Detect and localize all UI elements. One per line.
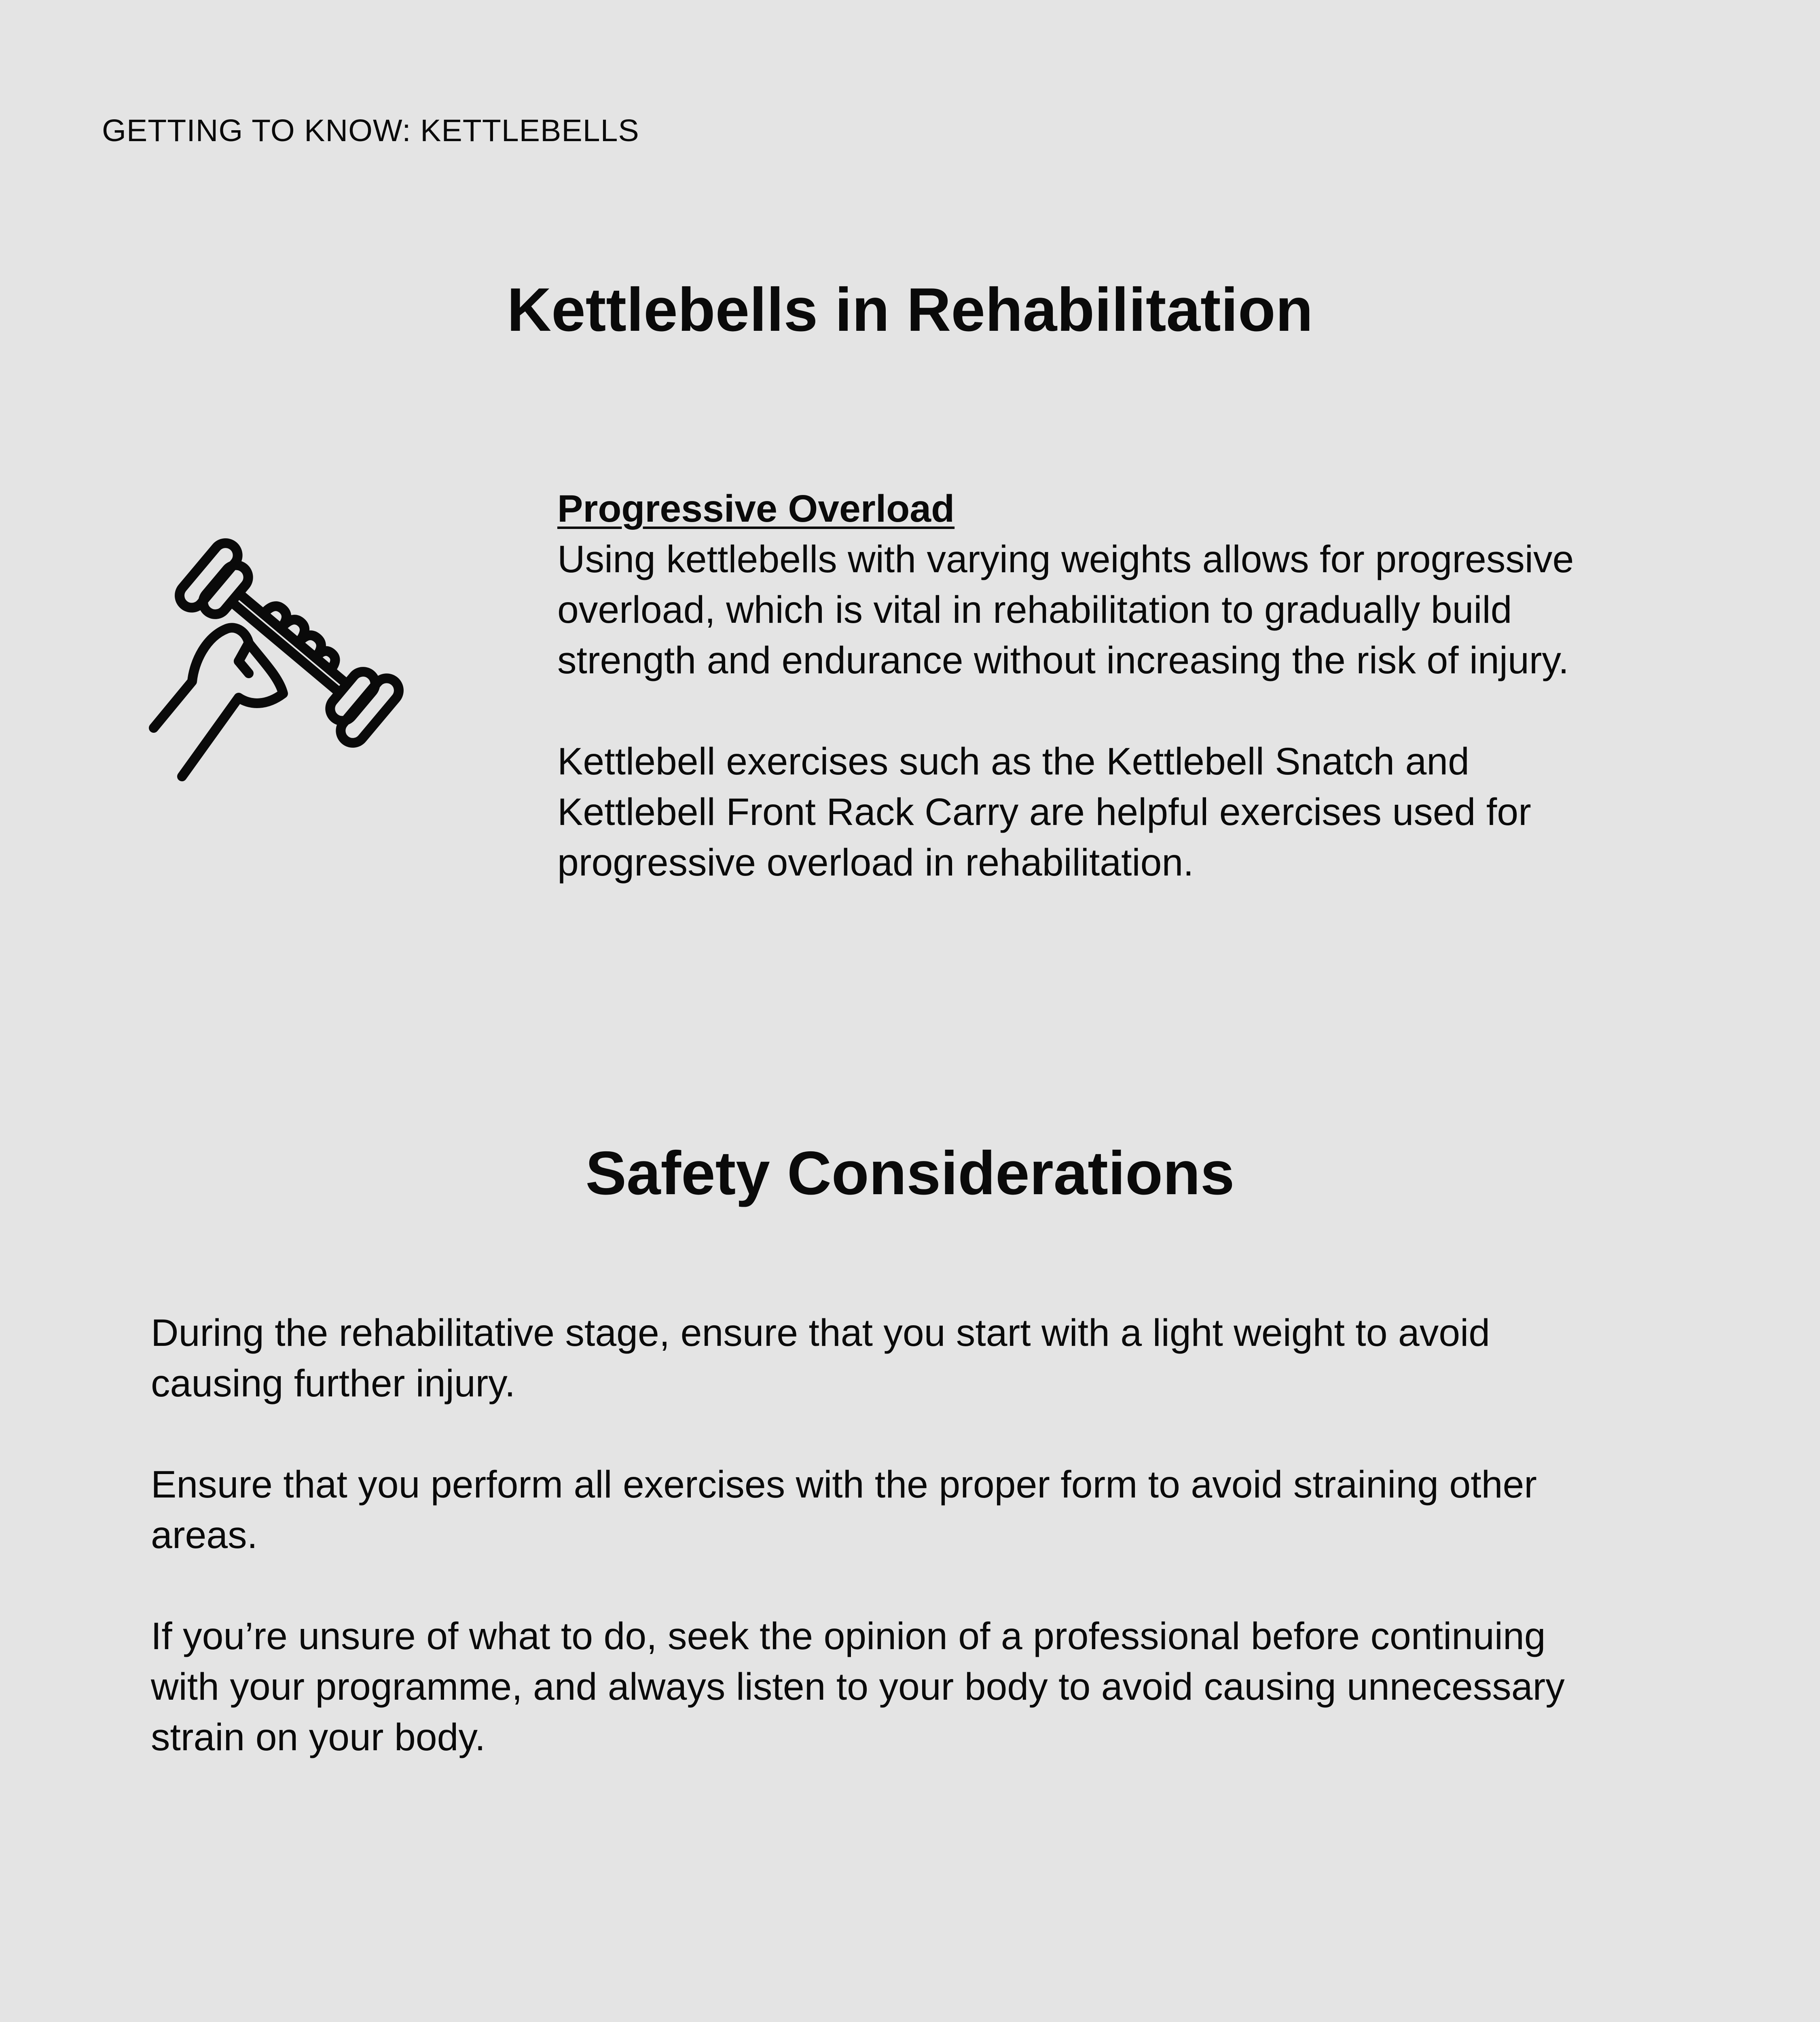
safety-paragraph-3-line-1: If you’re unsure of what to do, seek the opinion of a professional before continuing xyxy=(151,1615,1546,1658)
progressive-overload-section xyxy=(557,484,1771,888)
overload-paragraph-1-line-3: strength and endurance without increasing the risk of injury. xyxy=(557,639,1569,682)
safety-paragraph-3-line-3: strain on your body. xyxy=(151,1716,486,1759)
paragraph-spacer xyxy=(151,1409,1748,1459)
safety-paragraph-1-line-1: During the rehabilitative stage, ensure that you start with a light weight to avoid xyxy=(151,1311,1490,1354)
overload-paragraph-1-line-1: Using kettlebells with varying weights allows for progressive xyxy=(557,538,1574,581)
safety-paragraph-2-line-1: Ensure that you perform all exercises with the proper form to avoid straining other xyxy=(151,1463,1537,1506)
rehabilitation-title: Kettlebells in Rehabilitation xyxy=(507,275,1313,344)
safety-section xyxy=(151,1308,1748,1763)
safety-title: Safety Considerations xyxy=(585,1139,1235,1208)
paragraph-spacer xyxy=(557,686,1771,736)
running-header: GETTING TO KNOW: KETTLEBELLS xyxy=(102,113,639,148)
safety-paragraph-3-line-2: with your programme, and always listen to your body to avoid causing unnecessary xyxy=(151,1665,1565,1708)
paragraph-spacer xyxy=(151,1561,1748,1611)
safety-paragraph-2-line-2: areas. xyxy=(151,1514,258,1557)
overload-paragraph-2-line-2: Kettlebell Front Rack Carry are helpful exercises used for xyxy=(557,791,1531,833)
overload-paragraph-1-line-2: overload, which is vital in rehabilitation to gradually build xyxy=(557,588,1512,631)
progressive-overload-heading: Progressive Overload xyxy=(557,487,955,530)
overload-paragraph-2-line-3: progressive overload in rehabilitation. xyxy=(557,841,1194,884)
hand-holding-dumbbell-icon xyxy=(146,503,437,795)
overload-paragraph-2-line-1: Kettlebell exercises such as the Kettlebell Snatch and xyxy=(557,740,1469,783)
safety-paragraph-1-line-2: causing further injury. xyxy=(151,1362,516,1405)
